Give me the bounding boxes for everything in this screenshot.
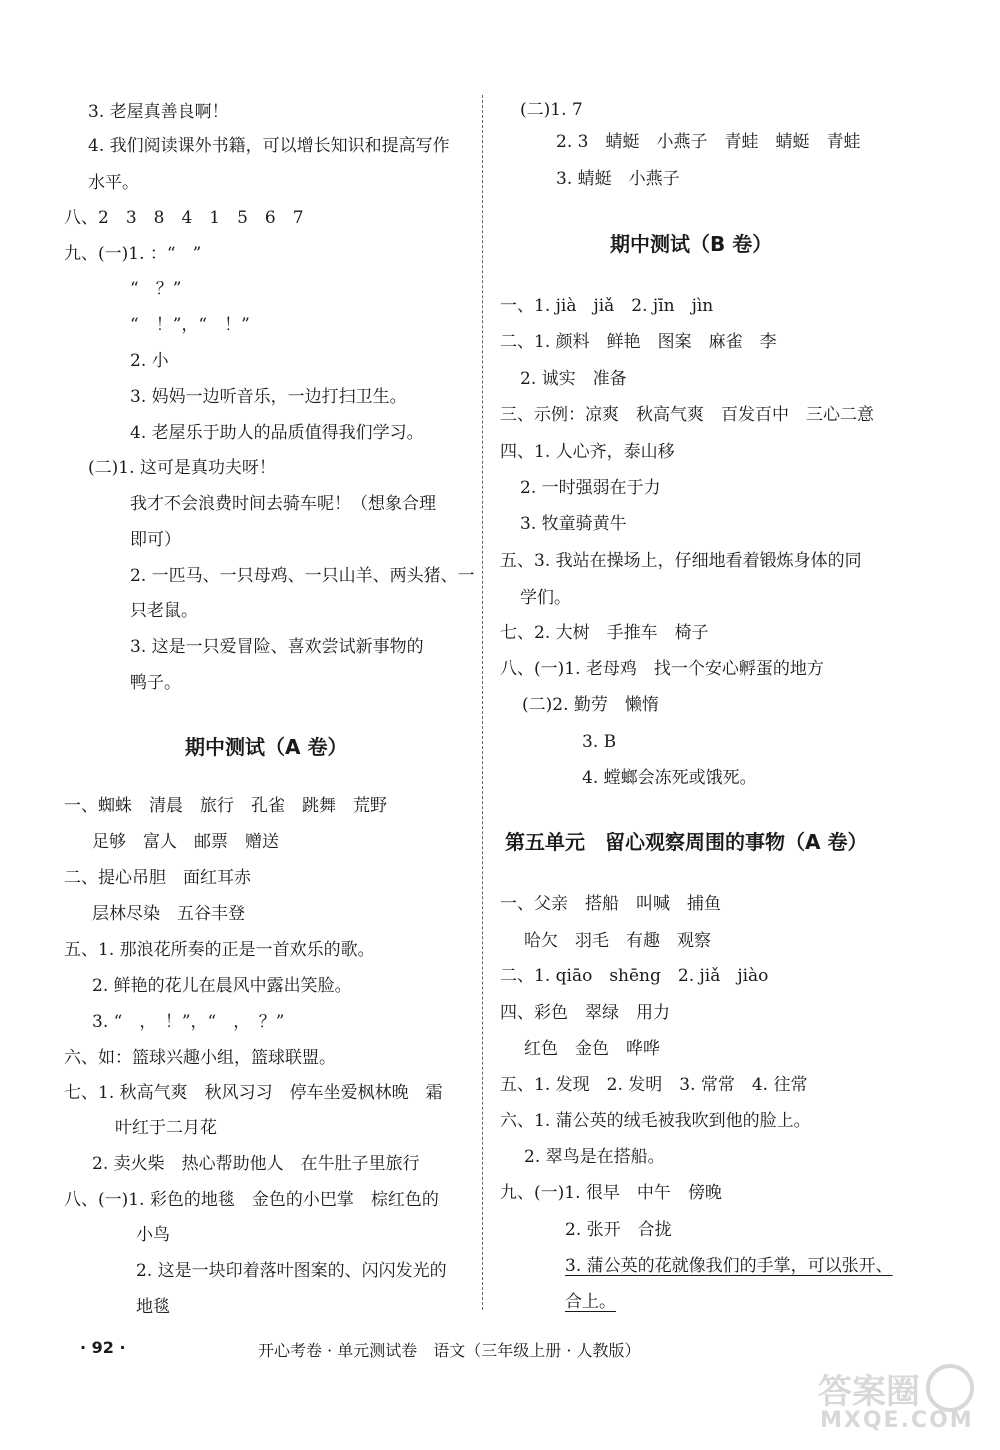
answer-line: 小鸟 — [136, 1225, 170, 1245]
answer-line: (二)2. 勤劳 懒惰 — [522, 695, 659, 715]
answer-line: 九、(一)1. ：“ ” — [64, 244, 202, 264]
answer-line: 四、彩色 翠绿 用力 — [500, 1003, 670, 1023]
answer-line: “ ！”，“ ！” — [130, 315, 250, 335]
section-heading: 第五单元 留心观察周围的事物（A 卷） — [505, 830, 868, 854]
answer-line: 二、1. qiāo shēng 2. jiǎ jiào — [500, 966, 769, 986]
answer-line: 一、父亲 搭船 叫喊 捕鱼 — [500, 894, 721, 914]
answer-line: 3. “ ， ！”，“ ， ？” — [92, 1012, 285, 1032]
answer-line: 水平。 — [88, 173, 139, 193]
answer-line: 合上。 — [565, 1292, 616, 1312]
answer-line: 4. 我们阅读课外书籍，可以增长知识和提高写作 — [88, 136, 450, 156]
page-number: · 92 · — [80, 1338, 126, 1357]
answer-line: 3. B — [582, 732, 617, 752]
answer-line: 4. 老屋乐于助人的品质值得我们学习。 — [130, 423, 424, 443]
answer-line: 二、1. 颜料 鲜艳 图案 麻雀 李 — [500, 332, 777, 352]
answer-line: 五、3. 我站在操场上，仔细地看着锻炼身体的同 — [500, 551, 862, 571]
answer-line: 学们。 — [520, 588, 571, 608]
answer-line: 3. 蜻蜓 小燕子 — [556, 169, 680, 189]
answer-line: 一、1. jià jiǎ 2. jīn jìn — [500, 296, 714, 316]
answer-line: 3. 蒲公英的花就像我们的手掌，可以张开、 — [565, 1256, 893, 1276]
answer-line: (二)1. 这可是真功夫呀！ — [88, 458, 276, 478]
answer-line: 2. 这是一块印着落叶图案的、闪闪发光的 — [136, 1261, 447, 1281]
answer-line: 2. 鲜艳的花儿在晨风中露出笑脸。 — [92, 976, 352, 996]
answer-line: 八、2 3 8 4 1 5 6 7 — [64, 208, 304, 228]
answer-line: 六、1. 蒲公英的绒毛被我吹到他的脸上。 — [500, 1111, 811, 1131]
answer-line: 足够 富人 邮票 赠送 — [92, 832, 279, 852]
answer-line: 我才不会浪费时间去骑车呢！（想象合理 — [130, 494, 436, 514]
answer-line: 八、(一)1. 彩色的地毯 金色的小巴掌 棕红色的 — [64, 1190, 439, 1210]
answer-line: (二)1. 7 — [520, 100, 583, 120]
answer-line: 层林尽染 五谷丰登 — [92, 904, 245, 924]
answer-line: 四、1. 人心齐，泰山移 — [500, 442, 675, 462]
answer-line: 3. 妈妈一边听音乐，一边打扫卫生。 — [130, 387, 407, 407]
answer-line: 七、2. 大树 手推车 椅子 — [500, 623, 709, 643]
answer-line: 五、1. 那浪花所奏的正是一首欢乐的歌。 — [64, 940, 375, 960]
answer-line: 2. 张开 合拢 — [565, 1220, 672, 1240]
answer-line: 2. 3 蜻蜓 小燕子 青蛙 蜻蜓 青蛙 — [556, 132, 861, 152]
answer-line: 九、(一)1. 很早 中午 傍晚 — [500, 1183, 722, 1203]
answer-line: 一、蜘蛛 清晨 旅行 孔雀 跳舞 荒野 — [64, 796, 387, 816]
answer-line: “ ？” — [130, 279, 182, 299]
answer-line: 2. 翠鸟是在搭船。 — [524, 1147, 665, 1167]
answer-line: 只老鼠。 — [130, 601, 198, 621]
answer-line: 2. 一匹马、一只母鸡、一只山羊、两头猪、一 — [130, 566, 475, 586]
answer-line: 七、1. 秋高气爽 秋风习习 停车坐爱枫林晚 霜 — [64, 1083, 443, 1103]
answer-line: 二、提心吊胆 面红耳赤 — [64, 868, 251, 888]
section-heading: 期中测试（A 卷） — [185, 735, 348, 759]
answer-line: 地毯 — [136, 1297, 170, 1317]
answer-line: 3. 牧童骑黄牛 — [520, 514, 627, 534]
answer-line: 三、示例：凉爽 秋高气爽 百发百中 三心二意 — [500, 405, 874, 425]
answer-line: 4. 螳螂会冻死或饿死。 — [582, 768, 757, 788]
answer-line: 哈欠 羽毛 有趣 观察 — [524, 931, 711, 951]
answer-line: 五、1. 发现 2. 发明 3. 常常 4. 往常 — [500, 1075, 808, 1095]
answer-line: 六、如：篮球兴趣小组，篮球联盟。 — [64, 1048, 336, 1068]
answer-line: 3. 老屋真善良啊！ — [88, 102, 229, 122]
column-divider — [482, 95, 483, 1310]
answer-line: 2. 一时强弱在于力 — [520, 478, 661, 498]
answer-line: 即可） — [130, 530, 181, 550]
answer-line: 2. 卖火柴 热心帮助他人 在牛肚子里旅行 — [92, 1154, 420, 1174]
section-heading: 期中测试（B 卷） — [610, 232, 773, 256]
answer-line: 3. 这是一只爱冒险、喜欢尝试新事物的 — [130, 637, 424, 657]
answer-line: 2. 小 — [130, 351, 169, 371]
footer-title: 开心考卷 · 单元测试卷 语文（三年级上册 · 人教版） — [258, 1341, 641, 1360]
answer-line: 八、(一)1. 老母鸡 找一个安心孵蛋的地方 — [500, 659, 824, 679]
answer-line: 红色 金色 哗哗 — [524, 1039, 660, 1059]
watermark-top: 答案圈 — [818, 1372, 920, 1412]
watermark-logo — [800, 1360, 990, 1440]
watermark-bottom: MXQE.COM — [820, 1408, 974, 1433]
answer-line: 叶红于二月花 — [115, 1118, 217, 1138]
answer-line: 鸭子。 — [130, 673, 181, 693]
answer-line: 2. 诚实 准备 — [520, 369, 627, 389]
